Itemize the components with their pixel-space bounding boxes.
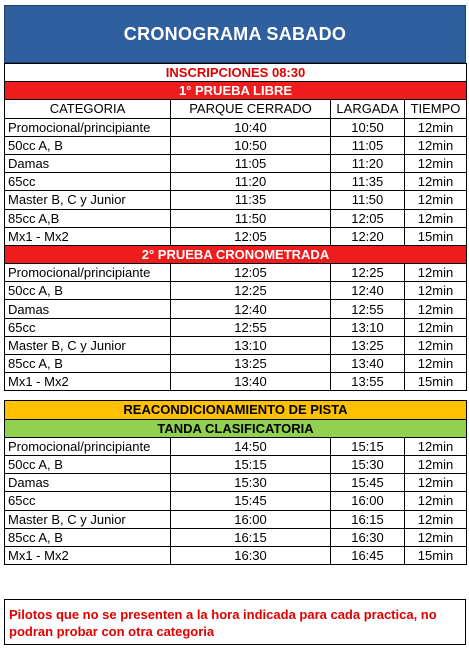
- category-cell: 65cc: [5, 318, 171, 336]
- spacer-cell: [5, 391, 467, 401]
- schedule-row: [5, 318, 467, 336]
- category-cell: Mx1 - Mx2: [5, 227, 171, 245]
- section-banner-label: TANDA CLASIFICATORIA: [5, 419, 467, 437]
- largada-cell: 16:00: [331, 492, 405, 510]
- reacondicionamiento-banner-label: REACONDICIONAMIENTO DE PISTA: [5, 401, 467, 419]
- largada-cell: 13:25: [331, 336, 405, 354]
- parque-cerrado-cell: 15:15: [171, 455, 331, 473]
- parque-cerrado-cell: 10:40: [171, 118, 331, 136]
- largada-cell: 13:55: [331, 373, 405, 391]
- schedule-body: [5, 64, 467, 565]
- category-cell: 65cc: [5, 173, 171, 191]
- tiempo-cell: 12min: [405, 455, 467, 473]
- largada-cell: 16:15: [331, 510, 405, 528]
- tiempo-cell: 12min: [405, 282, 467, 300]
- schedule-row: [5, 355, 467, 373]
- category-cell: 85cc A, B: [5, 355, 171, 373]
- parque-cerrado-cell: 12:25: [171, 282, 331, 300]
- tiempo-cell: 12min: [405, 355, 467, 373]
- tiempo-cell: 12min: [405, 209, 467, 227]
- category-cell: Master B, C y Junior: [5, 191, 171, 209]
- largada-cell: 10:50: [331, 118, 405, 136]
- category-cell: Mx1 - Mx2: [5, 373, 171, 391]
- largada-cell: 12:20: [331, 227, 405, 245]
- schedule-row: [5, 282, 467, 300]
- schedule-row: [5, 191, 467, 209]
- schedule-sheet: [4, 5, 466, 565]
- parque-cerrado-cell: 11:05: [171, 154, 331, 172]
- section-banner: [5, 82, 467, 100]
- tiempo-cell: 12min: [405, 136, 467, 154]
- category-cell: Master B, C y Junior: [5, 336, 171, 354]
- tiempo-cell: 12min: [405, 437, 467, 455]
- largada-cell: 12:55: [331, 300, 405, 318]
- column-header: LARGADA: [331, 100, 405, 118]
- largada-cell: 11:50: [331, 191, 405, 209]
- parque-cerrado-cell: 13:10: [171, 336, 331, 354]
- category-cell: Mx1 - Mx2: [5, 546, 171, 564]
- schedule-row: [5, 136, 467, 154]
- schedule-row: [5, 209, 467, 227]
- section-spacer: [5, 391, 467, 401]
- parque-cerrado-cell: 11:35: [171, 191, 331, 209]
- parque-cerrado-cell: 12:55: [171, 318, 331, 336]
- schedule-row: [5, 264, 467, 282]
- category-cell: Promocional/principiante: [5, 437, 171, 455]
- schedule-row: [5, 300, 467, 318]
- schedule-row: [5, 510, 467, 528]
- schedule-row: [5, 546, 467, 564]
- tiempo-cell: 12min: [405, 191, 467, 209]
- tiempo-cell: 12min: [405, 510, 467, 528]
- column-header: CATEGORIA: [5, 100, 171, 118]
- schedule-row: [5, 118, 467, 136]
- largada-cell: 11:05: [331, 136, 405, 154]
- parque-cerrado-cell: 16:00: [171, 510, 331, 528]
- category-cell: 50cc A, B: [5, 282, 171, 300]
- category-cell: Damas: [5, 474, 171, 492]
- schedule-row: [5, 455, 467, 473]
- inscripciones-row: [5, 64, 467, 82]
- category-cell: Damas: [5, 300, 171, 318]
- largada-cell: 11:20: [331, 154, 405, 172]
- largada-cell: 12:05: [331, 209, 405, 227]
- tiempo-cell: 12min: [405, 264, 467, 282]
- parque-cerrado-cell: 14:50: [171, 437, 331, 455]
- footer-note: Pilotos que no se presenten a la hora indicada para cada practica, no podran probar con otra categoria: [4, 599, 466, 645]
- parque-cerrado-cell: 16:15: [171, 528, 331, 546]
- schedule-table: [4, 63, 467, 565]
- schedule-row: [5, 173, 467, 191]
- tiempo-cell: 12min: [405, 318, 467, 336]
- schedule-row: [5, 336, 467, 354]
- schedule-row: [5, 528, 467, 546]
- tiempo-cell: 12min: [405, 492, 467, 510]
- category-cell: Promocional/principiante: [5, 264, 171, 282]
- parque-cerrado-cell: 16:30: [171, 546, 331, 564]
- category-cell: 50cc A, B: [5, 455, 171, 473]
- largada-cell: 15:45: [331, 474, 405, 492]
- parque-cerrado-cell: 13:40: [171, 373, 331, 391]
- category-cell: 65cc: [5, 492, 171, 510]
- tiempo-cell: 12min: [405, 528, 467, 546]
- category-cell: 85cc A, B: [5, 528, 171, 546]
- largada-cell: 15:15: [331, 437, 405, 455]
- tiempo-cell: 12min: [405, 300, 467, 318]
- section-banner: [5, 245, 467, 263]
- parque-cerrado-cell: 12:40: [171, 300, 331, 318]
- category-cell: Damas: [5, 154, 171, 172]
- largada-cell: 15:30: [331, 455, 405, 473]
- tiempo-cell: 12min: [405, 173, 467, 191]
- parque-cerrado-cell: 12:05: [171, 227, 331, 245]
- parque-cerrado-cell: 11:20: [171, 173, 331, 191]
- category-cell: 85cc A,B: [5, 209, 171, 227]
- tiempo-cell: 15min: [405, 373, 467, 391]
- largada-cell: 12:40: [331, 282, 405, 300]
- inscripciones-label: INSCRIPCIONES 08:30: [5, 64, 467, 82]
- largada-cell: 12:25: [331, 264, 405, 282]
- largada-cell: 11:35: [331, 173, 405, 191]
- schedule-row: [5, 437, 467, 455]
- parque-cerrado-cell: 15:30: [171, 474, 331, 492]
- tiempo-cell: 12min: [405, 118, 467, 136]
- section-banner-label: 1° PRUEBA LIBRE: [5, 82, 467, 100]
- tiempo-cell: 12min: [405, 336, 467, 354]
- schedule-row: [5, 154, 467, 172]
- schedule-row: [5, 492, 467, 510]
- tiempo-cell: 12min: [405, 154, 467, 172]
- largada-cell: 13:10: [331, 318, 405, 336]
- category-cell: Promocional/principiante: [5, 118, 171, 136]
- largada-cell: 13:40: [331, 355, 405, 373]
- tiempo-cell: 12min: [405, 474, 467, 492]
- largada-cell: 16:45: [331, 546, 405, 564]
- column-header: TIEMPO: [405, 100, 467, 118]
- section-banner: [5, 419, 467, 437]
- schedule-row: [5, 474, 467, 492]
- schedule-row: [5, 227, 467, 245]
- largada-cell: 16:30: [331, 528, 405, 546]
- header-row: [5, 100, 467, 118]
- schedule-row: [5, 373, 467, 391]
- parque-cerrado-cell: 13:25: [171, 355, 331, 373]
- category-cell: 50cc A, B: [5, 136, 171, 154]
- section-banner-label: 2° PRUEBA CRONOMETRADA: [5, 245, 467, 263]
- tiempo-cell: 15min: [405, 546, 467, 564]
- parque-cerrado-cell: 12:05: [171, 264, 331, 282]
- parque-cerrado-cell: 15:45: [171, 492, 331, 510]
- parque-cerrado-cell: 10:50: [171, 136, 331, 154]
- column-header: PARQUE CERRADO: [171, 100, 331, 118]
- schedule-title: CRONOGRAMA SABADO: [4, 5, 466, 63]
- category-cell: Master B, C y Junior: [5, 510, 171, 528]
- parque-cerrado-cell: 11:50: [171, 209, 331, 227]
- reacondicionamiento-banner: [5, 401, 467, 419]
- tiempo-cell: 15min: [405, 227, 467, 245]
